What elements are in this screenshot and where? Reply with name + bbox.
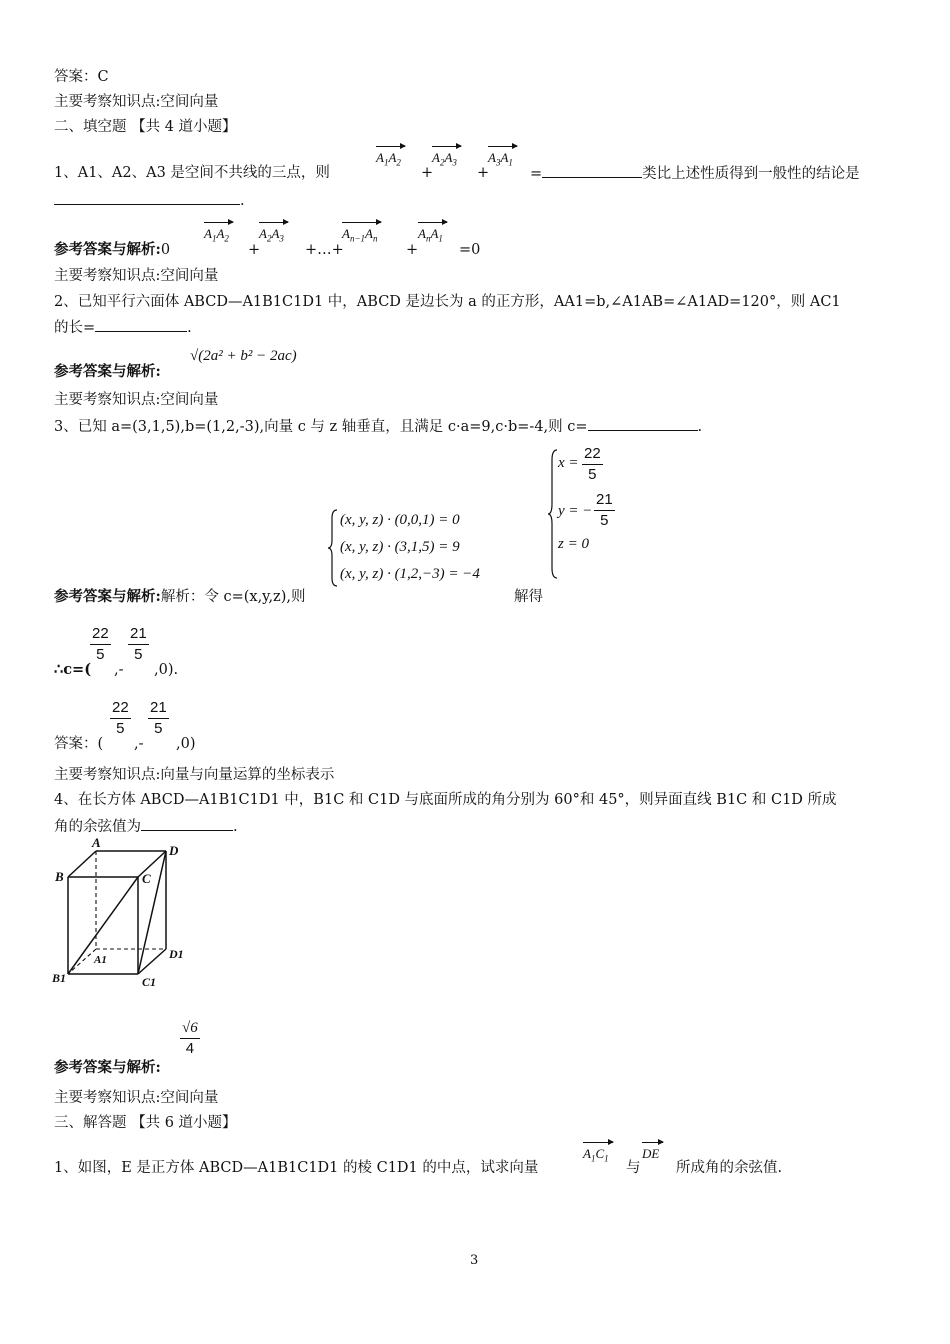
vector-a2a3: $A_2A_3$	[432, 150, 457, 168]
knowledge-point: 主要考察知识点:空间向量	[54, 392, 219, 408]
label-d1: D1	[169, 947, 184, 961]
question-4: 4、在长方体 ABCD—A1B1C1D1 中，B1C 和 C1D 与底面所成的角分别为 60°和 45°，则异面直线 B1C 和 C1D 所成	[54, 792, 837, 808]
knowledge-point: 主要考察知识点:空间向量	[54, 1090, 219, 1106]
section-title-solve: 三、解答题 【共 6 道小题】	[54, 1115, 237, 1131]
solution-y: y = −	[558, 503, 593, 519]
answer-3: 参考答案与解析:解析：令 c=(x,y,z),则	[54, 588, 306, 605]
cuboid-figure	[50, 836, 200, 992]
question-2-line2: 的长= .	[54, 317, 192, 338]
question-1: 1、A1、A2、A3 是空间不共线的三点，则	[54, 165, 330, 181]
therefore-line: ∴c=(	[54, 661, 92, 678]
label-a: A	[92, 836, 101, 850]
answer-line: 答案：(	[54, 736, 104, 752]
fraction: $\frac{√6}{4}$	[182, 1020, 198, 1057]
fraction: $\frac{22}{5}$	[112, 699, 129, 737]
vector-a1c1: $A_1C_1$	[583, 1146, 609, 1164]
vector-a3a1: $A_3A_1$	[488, 150, 513, 168]
question-2: 2、已知平行六面体 ABCD—A1B1C1D1 中，ABCD 是边长为 a 的正方形，AA1=b,∠A1AB=∠A1AD=120°，则 AC1	[54, 294, 841, 310]
answer-blank[interactable]	[95, 317, 187, 332]
question-1-tail: = 类比上述性质得到一般性的结论是	[530, 163, 860, 184]
answer-blank[interactable]	[588, 416, 698, 431]
question-4-line2: 角的余弦值为 .	[54, 816, 238, 837]
fraction: $\frac{21}{5}$	[596, 491, 613, 529]
fraction: $\frac{21}{5}$	[150, 699, 167, 737]
problem-1: 1、如图，E 是正方体 ABCD—A1B1C1D1 的棱 C1D1 的中点，试求向量	[54, 1160, 539, 1176]
knowledge-point: 主要考察知识点:空间向量	[54, 94, 219, 110]
vector-a1a2: $A_1A_2$	[204, 226, 229, 244]
brace-left	[328, 508, 338, 588]
question-1-line2: .	[54, 190, 245, 211]
answer-4: 参考答案与解析:	[54, 1059, 161, 1076]
solution-x: x =	[558, 455, 579, 471]
answer-line: 答案：C	[54, 69, 109, 85]
equation-system-1: (x, y, z) · (0,0,1) = 0 (x, y, z) · (3,1,5) = 9 (x, y, z) · (1,2,−3) = −4	[340, 512, 480, 582]
label-c: C	[142, 871, 151, 886]
label-c1: C1	[142, 975, 157, 989]
question-3: 3、已知 a=(3,1,5),b=(1,2,-3),向量 c 与 z 轴垂直，且满足 c·a=9,c·b=-4,则 c= .	[54, 416, 702, 437]
knowledge-point: 主要考察知识点:空间向量	[54, 268, 219, 284]
answer-1: 参考答案与解析:0	[54, 241, 171, 258]
answer-2-expression: √(2a² + b² − 2ac)	[190, 348, 297, 364]
fraction: $\frac{21}{5}$	[130, 625, 147, 663]
section-title-fill-blank: 二、填空题 【共 4 道小题】	[54, 119, 237, 135]
brace-left	[548, 448, 558, 580]
answer-2: 参考答案与解析:	[54, 363, 161, 380]
label-b1: B1	[52, 971, 67, 985]
answer-blank[interactable]	[141, 816, 233, 831]
vector-an1an: $A_{n-1}A_n$	[342, 226, 377, 244]
answer-blank[interactable]	[54, 190, 240, 205]
vector-a1a2: $A_1A_2$	[376, 150, 401, 168]
vector-de: DE	[642, 1146, 659, 1162]
knowledge-point: 主要考察知识点:向量与向量运算的坐标表示	[54, 767, 335, 783]
vector-ana1: $A_nA_1$	[418, 226, 443, 244]
label-d: D	[169, 843, 179, 858]
fraction: $\frac{22}{5}$	[92, 625, 109, 663]
page-number: 3	[470, 1253, 479, 1268]
vector-a2a3: $A_2A_3$	[259, 226, 284, 244]
answer-blank[interactable]	[542, 163, 642, 178]
label-b: B	[55, 869, 64, 884]
solution-z: z = 0	[558, 536, 589, 552]
label-a1: A1	[94, 954, 107, 966]
fraction: $\frac{22}{5}$	[584, 445, 601, 483]
